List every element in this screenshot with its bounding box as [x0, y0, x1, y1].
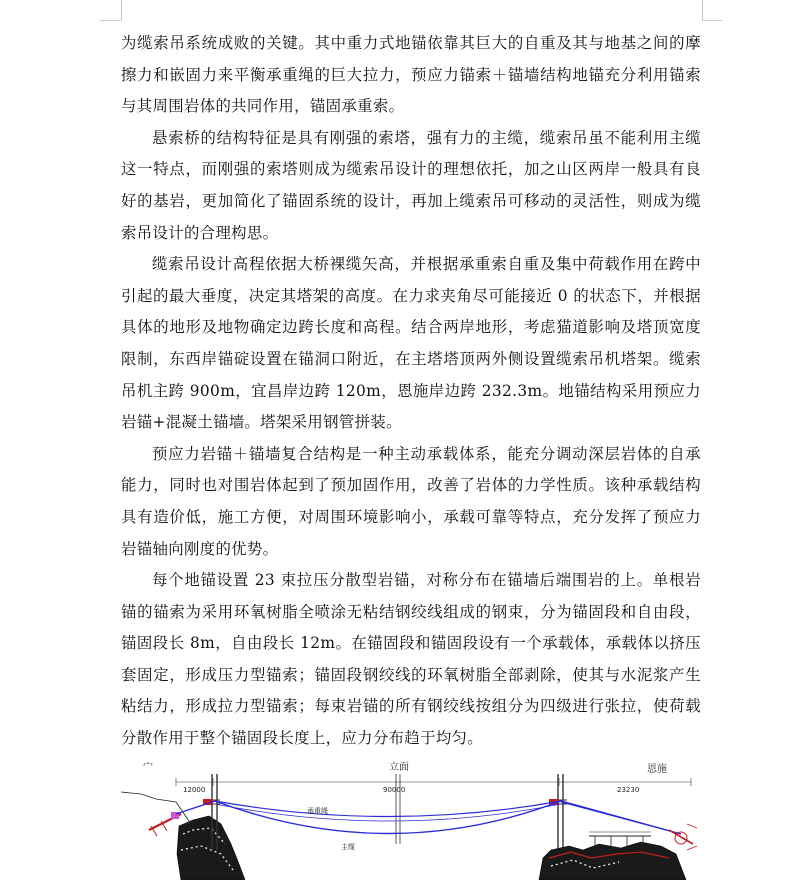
margin-mark-left [121, 0, 122, 20]
right-tower [549, 774, 567, 854]
dim-main-span: 90000 [383, 786, 406, 794]
right-backstay [561, 802, 681, 834]
margin-mark-right-h [702, 20, 722, 21]
margin-mark-right [702, 0, 703, 20]
left-anchor [149, 812, 181, 836]
figure-label-center: 立面 [389, 762, 409, 773]
document-body [121, 28, 701, 755]
paragraph-4: 预应力岩锚＋锚墙复合结构是一种主动承载体系，能充分调动深层岩体的自承能力，同时也对围岩体起到了预加固作用，改善了岩体的力学性质。该种承载结构具有造价低，施工方便，对周围环境影响小，承载可靠等特点，充分发挥了预应力岩锚轴向刚度的优势。 [121, 444, 701, 558]
paragraph-2: 悬索桥的结构特征是具有刚强的索塔，强有力的主缆，缆索吊虽不能利用主缆这一特点，而刚强的索塔则成为缆索吊设计的理想依托，加之山区两岸一般具有良好的基岩，更加简化了锚固系统的设计，再加上缆索吊可移动的灵活性，则成为缆索吊设计的合理构思。 [121, 128, 701, 242]
paragraph-1: 为缆索吊系统成败的关键。其中重力式地锚依靠其巨大的自重及其与地基之间的摩擦力和嵌固力来平衡承重绳的巨大拉力，预应力锚索＋锚墙结构地锚充分利用锚索与其周围岩体的共同作用，锚固承重索。 [121, 34, 701, 116]
margin-mark-left-h [100, 20, 121, 21]
right-rock-mass [539, 842, 686, 880]
paragraph-3: 缆索吊设计高程依据大桥裸缆矢高，并根据承重索自重及集中荷载作用在跨中引起的最大垂度，决定其塔架的高度。在力求夹角尽可能接近 0 的状态下，并根据具体的地形及地物确定边跨长度和高程。结合两岸地形，考虑猫道影响及塔顶宽度限制，东西岸锚碇设置在锚洞口附近，在主塔塔顶两外侧设置缆索吊机塔架。缆索吊机主跨 900m，宜昌岸边跨 120m，恩施岸边跨 232.3m。地锚结构采用预应力岩锚+混凝土锚墙。塔架采用钢管拼装。 [121, 255, 701, 432]
main-cable [176, 801, 681, 834]
carrying-cable-2 [215, 804, 561, 821]
figure-label-left: 宀 [143, 762, 153, 773]
dim-right-span: 23230 [617, 786, 640, 794]
cableway-elevation-drawing [121, 754, 701, 880]
paragraph-5: 每个地锚设置 23 束拉压分散型岩锚，对称分布在锚墙后端围岩的上。单根岩锚的锚索为采用环氧树脂全喷涂无粘结钢绞线组成的钢束，分为锚固段和自由段，锚固段长 8m，自由段长 12m。在锚固段和锚固段设有一个承载体，承载体以挤压套固定，形成压力型锚索；锚固段钢绞线的环氧树脂全部剥除，使其与水泥浆产生粘结力，形成拉力型锚索；每束岩锚的所有钢绞线按组分为四级进行张拉，使荷载分散作用于整个锚固段长度上，应力分布趋于均匀。 [121, 571, 701, 748]
figure-label-right: 恩施 [647, 764, 667, 775]
left-rock-mass [177, 816, 245, 880]
right-anchor [669, 824, 697, 850]
dimension-line [176, 778, 691, 794]
cable-label-upper: 承重绳 [307, 807, 328, 815]
carrying-cable [215, 801, 561, 817]
cableway-elevation-figure [121, 754, 701, 880]
cable-label-lower: 主缆 [341, 843, 355, 851]
left-ground-line [121, 792, 191, 824]
dim-left-span: 12000 [183, 786, 206, 794]
